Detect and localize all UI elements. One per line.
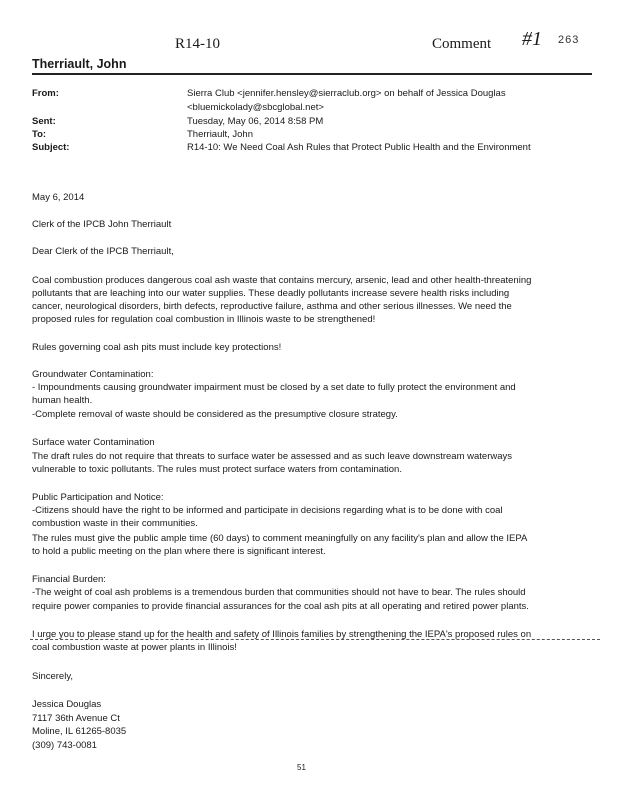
letter-recipient: Clerk of the IPCB John Therriault [32, 219, 172, 230]
header-divider [32, 73, 592, 75]
closing-line: coal combustion waste at power plants in Illinois! [32, 642, 237, 653]
public-line: -Citizens should have the right to be informed and participate in decisions regarding what is to be done with coal [32, 505, 503, 516]
financial-line: -The weight of coal ash problems is a tremendous burden that communities should not have to bear. The rules should [32, 587, 526, 598]
letter-salutation: Dear Clerk of the IPCB Therriault, [32, 246, 174, 257]
signature-address-line: 7117 36th Avenue Ct [32, 713, 120, 724]
intro-line: cancer, neurological disorders, birth defects, reproductive failure, asthma and other serious illnesses. We need the [32, 301, 512, 312]
comment-label: Comment [432, 36, 492, 52]
signature-phone: (309) 743-0081 [32, 740, 97, 751]
financial-heading: Financial Burden: [32, 574, 106, 585]
surface-line: The draft rules do not require that threats to surface water be assessed and as such leave downstream waterways [32, 451, 513, 462]
sent-label: Sent: [32, 116, 56, 127]
groundwater-line: human health. [32, 395, 93, 406]
subject-label: Subject: [32, 142, 70, 153]
groundwater-line: - Impoundments causing groundwater impairment must be closed by a set date to fully protect the environment and [32, 382, 516, 393]
intro-line: proposed rules for regulation coal combustion in Illinois waste to be strengthened! [32, 314, 376, 325]
groundwater-heading: Groundwater Contamination: [32, 369, 154, 380]
from-value-line1: Sierra Club <jennifer.hensley@sierraclub.org> on behalf of Jessica Douglas [187, 88, 506, 99]
docket-number: R14-10 [175, 36, 220, 52]
to-label: To: [32, 129, 47, 140]
closing-line: I urge you to please stand up for the health and safety of Illinois families by strengthening the IEPA's proposed rules on [32, 629, 532, 640]
footer-page-mark: 51 [297, 763, 306, 772]
signature-name: Jessica Douglas [32, 699, 102, 710]
intro-line: pollutants that are leaching into our water supplies. These deadly pollutants increase severe health risks including [32, 288, 510, 299]
mailbox-owner-name: Therriault, John [32, 57, 127, 71]
intro-line: Coal combustion produces dangerous coal ash waste that contains mercury, arsenic, lead and other health-threatening [32, 275, 532, 286]
from-value-line2: <bluemickolady@sbcglobal.net> [187, 102, 324, 113]
key-protections-line: Rules governing coal ash pits must include key protections! [32, 342, 282, 353]
public-line: combustion waste in their communities. [32, 518, 198, 529]
subject-value: R14-10: We Need Coal Ash Rules that Protect Public Health and the Environment [187, 142, 531, 153]
signature-address-line: Moline, IL 61265-8035 [32, 726, 127, 737]
surface-line: vulnerable to toxic pollutants. The rules must protect surface waters from contamination. [32, 464, 402, 475]
public-heading: Public Participation and Notice: [32, 492, 164, 503]
from-label: From: [32, 88, 59, 99]
page-number: 263 [558, 34, 580, 46]
to-value: Therriault, John [187, 129, 254, 140]
groundwater-line: -Complete removal of waste should be considered as the presumptive closure strategy. [32, 409, 398, 420]
public-line: The rules must give the public ample time (60 days) to comment meaningfully on any facility's plan and allow the IEPA [32, 533, 528, 544]
surface-heading: Surface water Contamination [32, 437, 155, 448]
financial-line: require power companies to provide financial assurances for the coal ash pits at all operating and retired power plants. [32, 601, 529, 612]
letter-date: May 6, 2014 [32, 192, 85, 203]
scan-artifact-dashed-line [30, 639, 600, 640]
comment-number: #1 [522, 28, 542, 50]
sent-value: Tuesday, May 06, 2014 8:58 PM [187, 116, 324, 127]
public-line: to hold a public meeting on the plan where there is significant interest. [32, 546, 326, 557]
signoff: Sincerely, [32, 671, 74, 682]
